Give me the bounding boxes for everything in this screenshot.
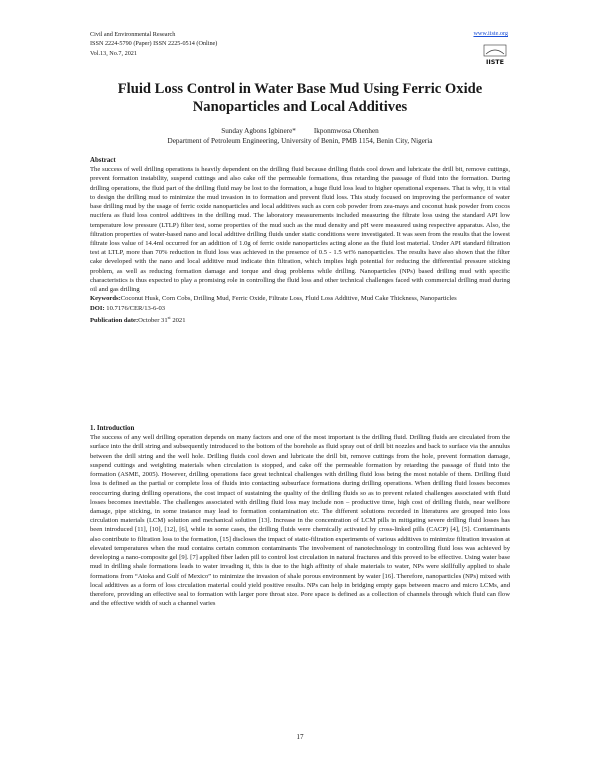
- iiste-logo-icon: [482, 44, 508, 66]
- introduction-section: [90, 424, 510, 608]
- abstract-section: [90, 156, 510, 325]
- keywords-text: Coconut Husk, Corn Cobs, Drilling Mud, Ferric Oxide, Filtrate Loss, Fluid Loss Additive, Mud Cake Thickness, Nanoparticles: [120, 295, 457, 303]
- introduction-text: The success of any well drilling operation depends on many factors and one of the most important is the drilling fluid. Drilling fluids are circulated from the surface into the drill string and subsequently introduced to the bottom of the borehole as fluid spray out of drill bit nozzles and back to surface via the annulus between the drill string and the well hole. Drilling fluids cool down and lubricate the drill bit, remove cuttings from the hole, prevent formation damage, suspend cuttings and weighting materials when circulation is stopped, and cake off the permeable formation by retarding the passage of fluid into the formation (ASME, 2005). However, drilling operations face great technical challenges with drilling fluid loss being the most notable of them. Drilling fluid loss is defined as the partial or complete loss of fluids into contacting subsurface formations during drilling operations. When drilling fluid losses becomes reoccurring during drilling operations, the cost impact of sustaining the quality of the drilling fluids so as to prevent related challenges associated with fluid losses becomes inevitable. The challenges associated with drilling fluid loss may include non – productive time, high cost of drilling fluids, near wellbore damage, pipe sticking, in some instance may lead to formation contamination etc. The different solutions recorded in literatures are grouped into loss circulation materials (LCM) solution and mechanical solution [13]. Increase in the concentration of LCM pills in mitigating severe drilling fluid losses has been introduced [11], [10], [12], [6], while in some cases, the drilling fluids were chemically activated by cross-linked pills (CACP) [4], [5]. Contaminants also contribute to filtration loss to the formation, [15] discloses the impact of static-filtration experiments of various additives to minimize filtration invasion at elevated temperatures when the mud contains certain common contaminants The involvement of nanotechnology in controlling fluid loss was achieved by developing a nano-composite gel [9]. [7] applied fiber laden pill to control lost circulation in natural fractures and this proved to be effective. Using water base mud in drilling shale formations leads to water invading it, this is due to the high affinity of shale materials to water, NPs were skillfully applied to shale formations from “Atoka and Gulf of Mexico” to minimize the invasion of shale porous environment by water [16]. Therefore, nanoparticles (NPs) mixed with local additives as a form of loss circulation material could yield positive results. NPs can help in bridging empty gaps between macro and micro LCMs, and therefore, providing an effective seal to formation with larger pore throat size. Pore space is defined as a collection of channels through which fluid can flow and the effective width of such a channel varies: [90, 434, 510, 608]
- doi-label: DOI:: [90, 304, 105, 312]
- pubdate-sup: st: [167, 314, 171, 320]
- journal-issn: ISSN 2224-5790 (Paper) ISSN 2225-0514 (Online): [90, 40, 218, 48]
- keywords-line: [90, 294, 510, 303]
- abstract-text: The success of well drilling operations is heavily dependent on the drilling fluid because drilling fluids cool down and lubricate the drill bit, remove cuttings, prevent formation instability, suspend cuttings and also cake off the permeable formations, thus retarding the passage of fluid into the formation. During drilling operations, the fluid part of the drilling fluid may be lost to the formation, a huge fluid loss lead to higher operational expenses. That is why, it is vital to design the drilling mud to minimize the mud invasion in to formation and prevent fluid loss. This study focused on improving the performance of water base drilling mud by the usage of ferric oxide nanoparticles and local additives such as corn cob powder from zea-mays and coconut husk powder from cocos nucifera as fluid loss control additives in the drilling mud. The laboratory measurements included measuring the filtrate loss using the standard API low temperature low pressure (LTLP) filter test, some properties of the mud such as the mud density and pH were measured using respective apparatus. Also, the filtration properties of water-based nano and local additive drilling fluids under static conditions were investigated. It was seen from the results that the lowest filtrate loss value of 14.4ml occurred for an addition of 1.0g of ferric oxide nanoparticles acting alone as the fluid lost material. Under API standard filtration test at LTLP, more than 70% reduction in fluid loss was achieved in the presence of 0.5 - 1.5 wt% nanoparticles. The results have also shown that the filter cake developed with the nano and local additive mud indicate thin filtration, which implies high potential for reducing the differential pressure sticking problem, as well as reducing formation damage and torque and drag problems while drilling. Nanoparticles (NPs) based drilling mud with specific characteristics is thus expected to play a promising role in controlling the fluid loss and other technical challenges faced with commercial drilling mud during oil and gas drilling: [90, 166, 510, 294]
- introduction-heading: 1. Introduction: [90, 425, 135, 432]
- author-2: Ikponmwosa Ohenhen: [313, 127, 379, 135]
- journal-url-link[interactable]: www.iiste.org: [473, 30, 508, 37]
- pubdate-label: Publication date:: [90, 316, 139, 324]
- pubdate-year: 2021: [170, 316, 186, 324]
- affiliation: Department of Petroleum Engineering, University of Benin, PMB 1154, Benin City, Nigeria: [167, 137, 433, 145]
- author-block: [90, 126, 510, 146]
- journal-header: [90, 30, 510, 58]
- logo-text: IISTE: [485, 58, 505, 66]
- journal-volume: Vol.13, No.7, 2021: [90, 49, 137, 57]
- page-number: 17: [296, 733, 304, 741]
- pubdate-line: [90, 313, 510, 325]
- journal-name: Civil and Environmental Research: [90, 31, 176, 38]
- pubdate-value: October 31: [138, 316, 168, 324]
- doi-line: [90, 304, 510, 313]
- paper-title: Fluid Loss Control in Water Base Mud Using Ferric Oxide Nanoparticles and Local Additives: [117, 81, 483, 115]
- keywords-label: Keywords:: [90, 295, 121, 303]
- abstract-heading: Abstract: [90, 157, 116, 164]
- author-1: Sunday Agbons Igbinere*: [221, 127, 296, 135]
- doi-value: 10.7176/CER/13-6-03: [104, 304, 166, 312]
